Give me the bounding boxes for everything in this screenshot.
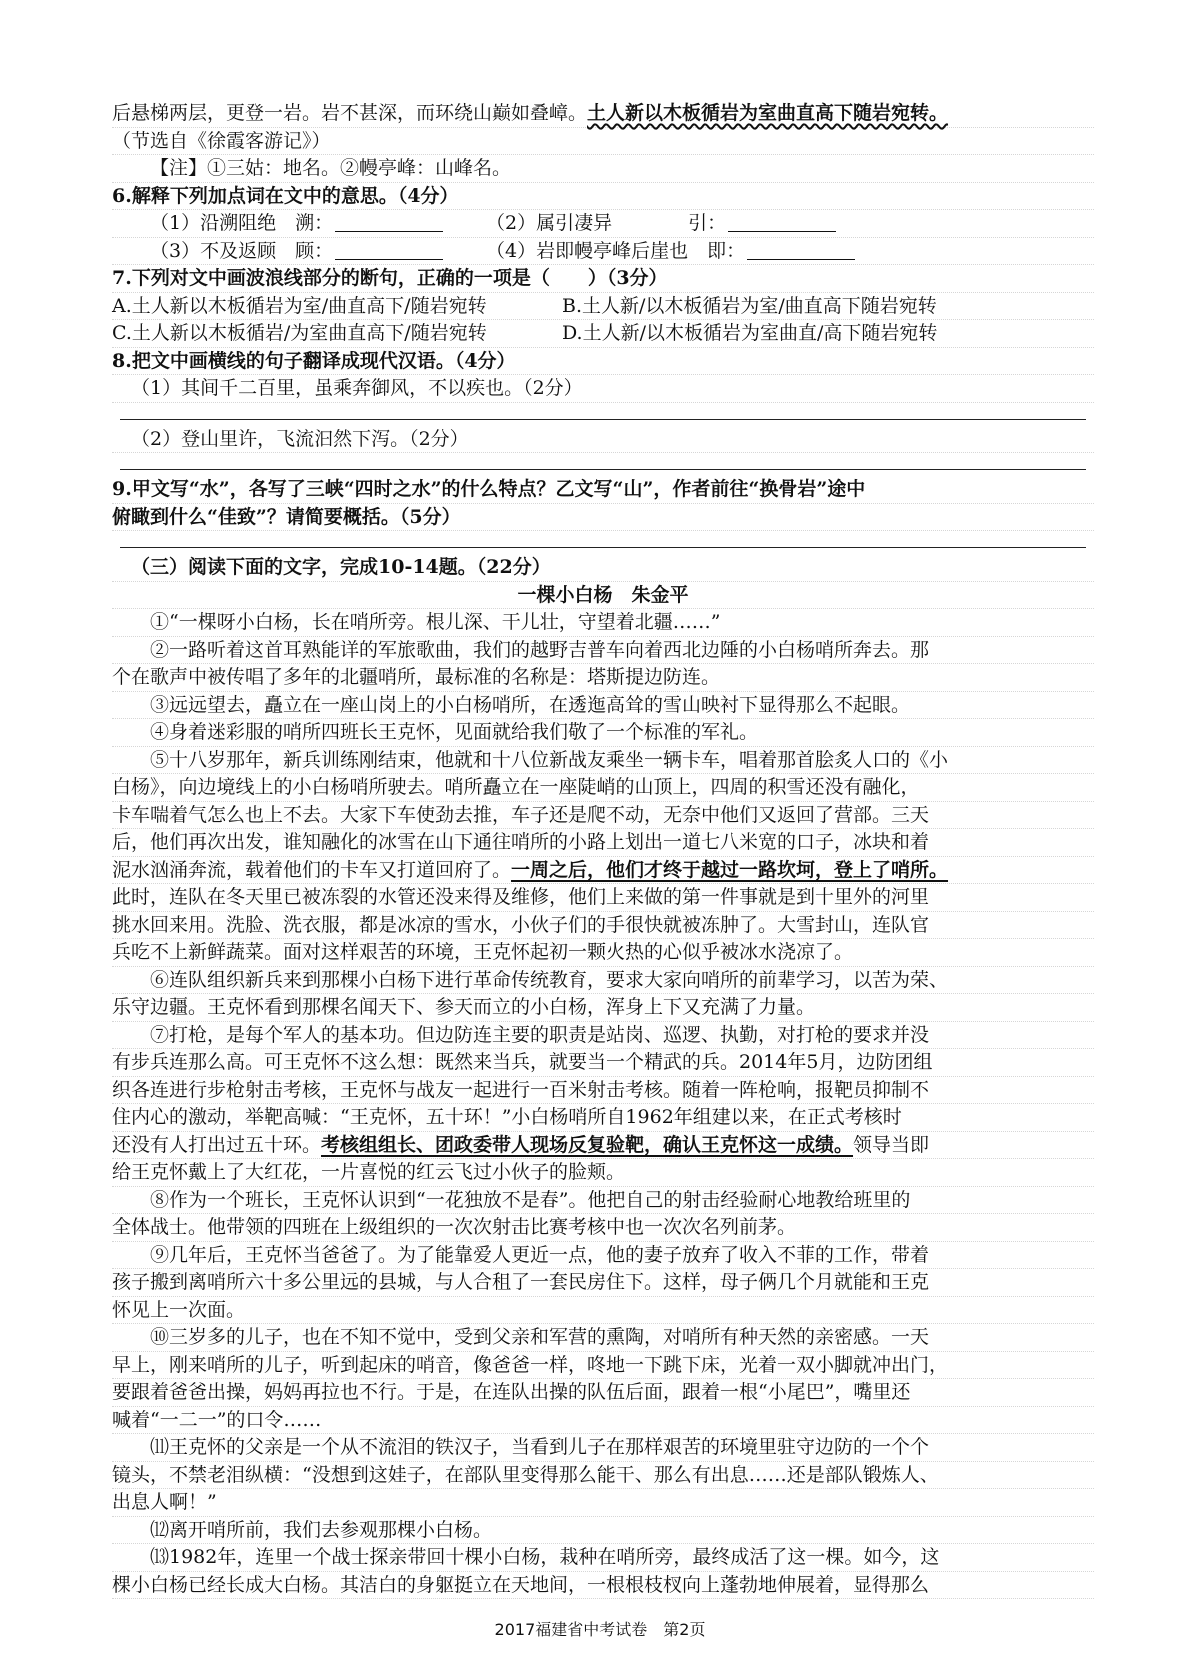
underlined-sentence: 考核组组长、团政委带人现场反复验靶，确认王克怀这一成绩。 — [321, 1133, 854, 1156]
paragraph-line: 棵小白杨已经长成大白杨。其洁白的身躯挺立在天地间，一根根枝杈向上蓬勃地伸展着，显得那么 — [112, 1572, 1094, 1600]
annotation-note: 【注】①三姑：地名。②幔亭峰：山峰名。 — [112, 155, 1094, 183]
answer-line[interactable] — [120, 403, 1086, 420]
paragraph-line: 后，他们再次出发，谁知融化的冰雪在山下通往哨所的小路上划出一道七八米宽的口子，冰块和着 — [112, 829, 1094, 857]
paragraph-line: 孩子搬到离哨所六十多公里远的县城，与人合租了一套民房住下。这样，母子俩几个月就能和王克 — [112, 1269, 1094, 1297]
paragraph-line: 卡车喘着气怎么也上不去。大家下车使劲去推，车子还是爬不动，无奈中他们又返回了营部。三天 — [112, 802, 1094, 830]
question-6-row-1 — [112, 210, 1094, 238]
q6-item-2: （2）属引凄异 引： — [486, 210, 840, 237]
option-c[interactable]: C.土人新以木板循岩/为室曲直高下/随岩宛转 — [112, 322, 487, 344]
paragraph-line: 兵吃不上新鲜蔬菜。面对这样艰苦的环境，王克怀起初一颗火热的心似乎被冰水浇凉了。 — [112, 939, 1094, 967]
q7-options-row-1 — [112, 293, 1094, 321]
q6-item-3: （3）不及返顾 顾： — [150, 238, 450, 265]
paragraph-line: 给王克怀戴上了大红花，一片喜悦的红云飞过小伙子的脸颊。 — [112, 1159, 1094, 1187]
question-8-title: 8.把文中画横线的句子翻译成现代汉语。（4分） — [112, 348, 1094, 376]
paragraph-line: 织各连进行步枪射击考核，王克怀与战友一起进行一百米射击考核。随着一阵枪响，报靶员抑制不 — [112, 1077, 1094, 1105]
paragraph-line: ④身着迷彩服的哨所四班长王克怀，见面就给我们敬了一个标准的军礼。 — [112, 719, 1094, 747]
paragraph-line: 全体战士。他带领的四班在上级组织的一次次射击比赛考核中也一次次名列前茅。 — [112, 1214, 1094, 1242]
question-9-line-2: 俯瞰到什么“佳致”？请简要概括。（5分） — [112, 504, 1094, 532]
option-d[interactable]: D.土人新/以木板循岩为室曲直/高下随岩宛转 — [562, 322, 938, 344]
option-b[interactable]: B.土人新/以木板循岩为室/曲直高下随岩宛转 — [562, 294, 937, 317]
paragraph-line: ⒀1982年，连里一个战士探亲带回十棵小白杨，栽种在哨所旁，最终成活了这一棵。如今，这 — [112, 1544, 1094, 1572]
option-a[interactable]: A.土人新以木板循岩为室/曲直高下/随岩宛转 — [112, 294, 487, 317]
source-note: （节选自《徐霞客游记》） — [112, 128, 1094, 156]
paragraph-line: ⑦打枪，是每个军人的基本功。但边防连主要的职责是站岗、巡逻、执勤，对打枪的要求并没 — [112, 1022, 1094, 1050]
paragraph-line: ⑿离开哨所前，我们去参观那棵小白杨。 — [112, 1517, 1094, 1545]
paragraph-line: 要跟着爸爸出操，妈妈再拉也不行。于是，在连队出操的队伍后面，跟着一根“小尾巴”，嘴里还 — [112, 1379, 1094, 1407]
q6-item-1: （1）沿溯阻绝 溯： — [150, 210, 450, 237]
paragraph-line: 有步兵连那么高。可王克怀不这么想：既然来当兵，就要当一个精武的兵。2014年5月，边防团组 — [112, 1049, 1094, 1077]
wavy-underlined-sentence: 土人新以木板循岩为室曲直高下随岩宛转。 — [587, 102, 949, 124]
section-heading: （三）阅读下面的文字，完成10-14题。（22分） — [112, 554, 1094, 582]
paragraph-line: 乐守边疆。王克怀看到那棵名闻天下、参天而立的小白杨，浑身上下又充满了力量。 — [112, 994, 1094, 1022]
paragraph-line: ⑧作为一个班长，王克怀认识到“一花独放不是春”。他把自己的射击经验耐心地教给班里的 — [112, 1187, 1094, 1215]
article-title: 一棵小白杨 朱金平 — [112, 582, 1094, 610]
paragraph-line: ③远远望去，矗立在一座山岗上的小白杨哨所，在透迤高耸的雪山映衬下显得那么不起眼。 — [112, 692, 1094, 720]
answer-blank[interactable] — [728, 212, 836, 232]
paragraph-line: 泥水汹涌奔流，载着他们的卡车又打道回府了。一周之后，他们才终于越过一路坎坷，登上了哨所。 — [112, 857, 1094, 885]
q8-sentence-2: （2）登山里许，飞流汩然下泻。（2分） — [112, 426, 1094, 454]
paragraph-line: 白杨》，向边境线上的小白杨哨所驶去。哨所矗立在一座陡峭的山顶上，四周的积雪还没有融化， — [112, 774, 1094, 802]
question-9-line-1: 9.甲文写“水”，各写了三峡“四时之水”的什么特点？乙文写“山”，作者前往“换骨岩”途中 — [112, 476, 1094, 504]
paragraph-line: ②一路听着这首耳熟能详的军旅歌曲，我们的越野吉普车向着西北边陲的小白杨哨所奔去。那 — [112, 637, 1094, 665]
text-span: 后悬梯两层，更登一岩。岩不甚深，而环绕山巅如叠嶂。 — [112, 102, 588, 124]
answer-blank[interactable] — [335, 212, 443, 232]
q6-item-4: （4）岩即幔亭峰后崖也 即： — [486, 238, 859, 265]
answer-blank[interactable] — [747, 240, 855, 260]
paragraph-line: 出息人啊！” — [112, 1489, 1094, 1517]
paragraph-line: ⑨几年后，王克怀当爸爸了。为了能靠爱人更近一点，他的妻子放弃了收入不菲的工作，带着 — [112, 1242, 1094, 1270]
answer-line[interactable] — [120, 453, 1086, 470]
paragraph-line: ①“一棵呀小白杨，长在哨所旁。根儿深、干儿壮，守望着北疆……” — [112, 609, 1094, 637]
answer-line[interactable] — [120, 531, 1086, 548]
question-6-row-2 — [112, 238, 1094, 266]
paragraph-line: 喊着“一二一”的口令…… — [112, 1407, 1094, 1435]
text-line — [112, 100, 1094, 128]
paragraph-line: 早上，刚来哨所的儿子，听到起床的哨音，像爸爸一样，咚地一下跳下床，光着一双小脚就冲出门， — [112, 1352, 1094, 1380]
paragraph-line: 住内心的激动，举靶高喊：“王克怀，五十环！”小白杨哨所自1962年组建以来，在正式考核时 — [112, 1104, 1094, 1132]
q7-options-row-2 — [112, 320, 1094, 348]
paragraph-line: 此时，连队在冬天里已被冻裂的水管还没来得及维修，他们上来做的第一件事就是到十里外的河里 — [112, 884, 1094, 912]
answer-blank[interactable] — [335, 240, 443, 260]
exam-page — [112, 100, 1094, 1599]
paragraph-line: ⑩三岁多的儿子，也在不知不觉中，受到父亲和军营的熏陶，对哨所有种天然的亲密感。一天 — [112, 1324, 1094, 1352]
question-6-title: 6.解释下列加点词在文中的意思。（4分） — [112, 183, 1094, 211]
paragraph-line: ⑾王克怀的父亲是一个从不流泪的铁汉子，当看到儿子在那样艰苦的环境里驻守边防的一个个 — [112, 1434, 1094, 1462]
paragraph-line: 还没有人打出过五十环。考核组组长、团政委带人现场反复验靶，确认王克怀这一成绩。领导当即 — [112, 1132, 1094, 1160]
paragraph-line: ⑤十八岁那年，新兵训练刚结束，他就和十八位新战友乘坐一辆卡车，唱着那首脍炙人口的《小 — [112, 747, 1094, 775]
q8-sentence-1: （1）其间千二百里，虽乘奔御风，不以疾也。（2分） — [112, 375, 1094, 403]
page-footer: 2017福建省中考试卷 第2页 — [494, 1620, 706, 1639]
underlined-sentence: 一周之后，他们才终于越过一路坎坷，登上了哨所。 — [511, 858, 949, 881]
question-7-title: 7.下列对文中画波浪线部分的断句，正确的一项是（ ）（3分） — [112, 265, 1094, 293]
paragraph-line: ⑥连队组织新兵来到那棵小白杨下进行革命传统教育，要求大家向哨所的前辈学习，以苦为荣、 — [112, 967, 1094, 995]
paragraph-line: 镜头，不禁老泪纵横：“没想到这娃子，在部队里变得那么能干、那么有出息……还是部队锻炼人、 — [112, 1462, 1094, 1490]
paragraph-line: 怀见上一次面。 — [112, 1297, 1094, 1325]
paragraph-line: 个在歌声中被传唱了多年的北疆哨所，最标准的名称是：塔斯提边防连。 — [112, 664, 1094, 692]
paragraph-line: 挑水回来用。洗脸、洗衣服，都是冰凉的雪水，小伙子们的手很快就被冻肿了。大雪封山，连队官 — [112, 912, 1094, 940]
